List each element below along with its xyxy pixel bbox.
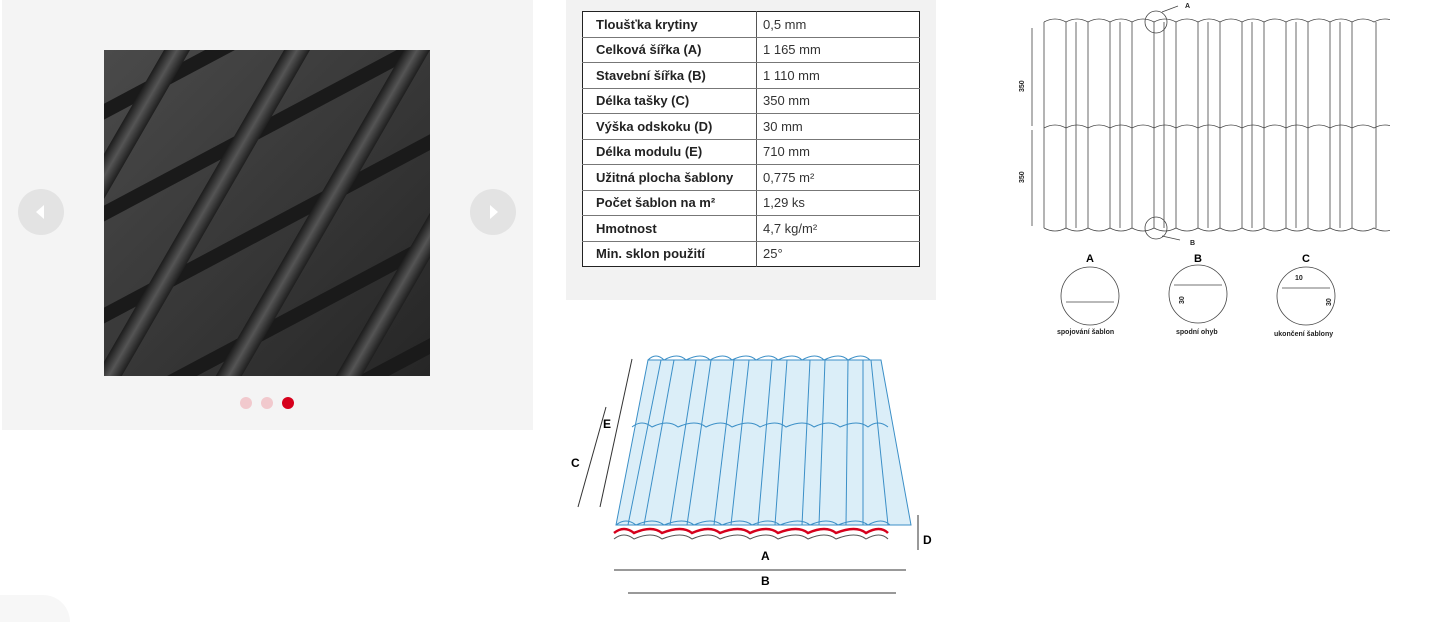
spec-row	[583, 12, 920, 38]
carousel-dot-3[interactable]	[282, 397, 294, 409]
label-c: C	[571, 456, 580, 470]
detail-a-caption: spojování šablon	[1057, 329, 1115, 336]
spec-row	[583, 190, 920, 216]
corner-shadow	[0, 595, 70, 622]
detail-c-letter: C	[1302, 253, 1310, 265]
spec-row	[583, 139, 920, 165]
spec-label: Min. sklon použití	[583, 241, 757, 267]
detail-b-caption: spodní ohyb	[1176, 329, 1218, 336]
dim-bottom-label: 350	[1019, 171, 1026, 183]
product-photo	[104, 50, 430, 376]
detail-b-letter: B	[1194, 253, 1202, 265]
spec-label: Délka tašky (C)	[583, 88, 757, 114]
chevron-left-icon	[32, 203, 50, 221]
spec-label: Tloušťka krytiny	[583, 12, 757, 38]
label-d: D	[923, 533, 932, 547]
spec-value: 350 mm	[757, 88, 920, 114]
technical-drawing	[1010, 0, 1390, 345]
carousel-dot-2[interactable]	[261, 397, 273, 409]
spec-row	[583, 216, 920, 242]
dim-top-label: 350	[1019, 80, 1026, 92]
spec-value: 25°	[763, 246, 783, 262]
spec-label: Stavební šířka (B)	[583, 63, 757, 89]
label-e: E	[603, 417, 612, 431]
tile-sheet-drawing	[614, 356, 911, 539]
spec-value: 0,5 mm	[757, 12, 920, 38]
spec-row	[583, 165, 920, 191]
spec-value: 4,7 kg/m²	[757, 216, 920, 242]
chevron-right-icon	[484, 203, 502, 221]
spec-value: 1 165 mm	[757, 37, 920, 63]
spec-value: 1 110 mm	[757, 63, 920, 89]
detail-b-dim: 30	[1179, 296, 1186, 304]
spec-label: Výška odskoku (D)	[583, 114, 757, 140]
spec-label: Počet šablon na m²	[583, 190, 757, 216]
product-gallery	[2, 0, 533, 430]
spec-value: 0,775 m²	[757, 165, 920, 191]
callout-b-label: B	[1190, 240, 1196, 247]
spec-value: 30 mm	[757, 114, 920, 140]
carousel-next-button[interactable]	[470, 189, 516, 235]
spec-value: 1,29 ks	[757, 190, 920, 216]
spec-value: 710 mm	[757, 139, 920, 165]
carousel-prev-button[interactable]	[18, 189, 64, 235]
isometric-dimension-figure	[566, 345, 936, 605]
detail-circles	[1061, 265, 1335, 325]
spec-row	[583, 37, 920, 63]
label-a: A	[761, 549, 770, 563]
tile-front-view	[1032, 6, 1390, 240]
spec-label: Užitná plocha šablony	[583, 165, 757, 191]
spec-row	[583, 63, 920, 89]
spec-label: Délka modulu (E)	[583, 139, 757, 165]
spec-row	[583, 241, 920, 267]
carousel-dot-1[interactable]	[240, 397, 252, 409]
roof-tile-image	[104, 50, 430, 376]
detail-c-dim1: 10	[1295, 275, 1303, 282]
spec-panel	[566, 0, 936, 300]
spec-table	[582, 11, 920, 267]
spec-label: Celková šířka (A)	[583, 37, 757, 63]
callout-a-label: A	[1185, 3, 1191, 10]
spec-row	[583, 114, 920, 140]
spec-row	[583, 88, 920, 114]
detail-c-dim2: 30	[1326, 298, 1333, 306]
detail-c-caption: ukončení šablony	[1274, 331, 1334, 338]
carousel-dots	[240, 397, 294, 409]
detail-a-letter: A	[1086, 253, 1094, 265]
label-b: B	[761, 574, 770, 588]
spec-label: Hmotnost	[583, 216, 757, 242]
